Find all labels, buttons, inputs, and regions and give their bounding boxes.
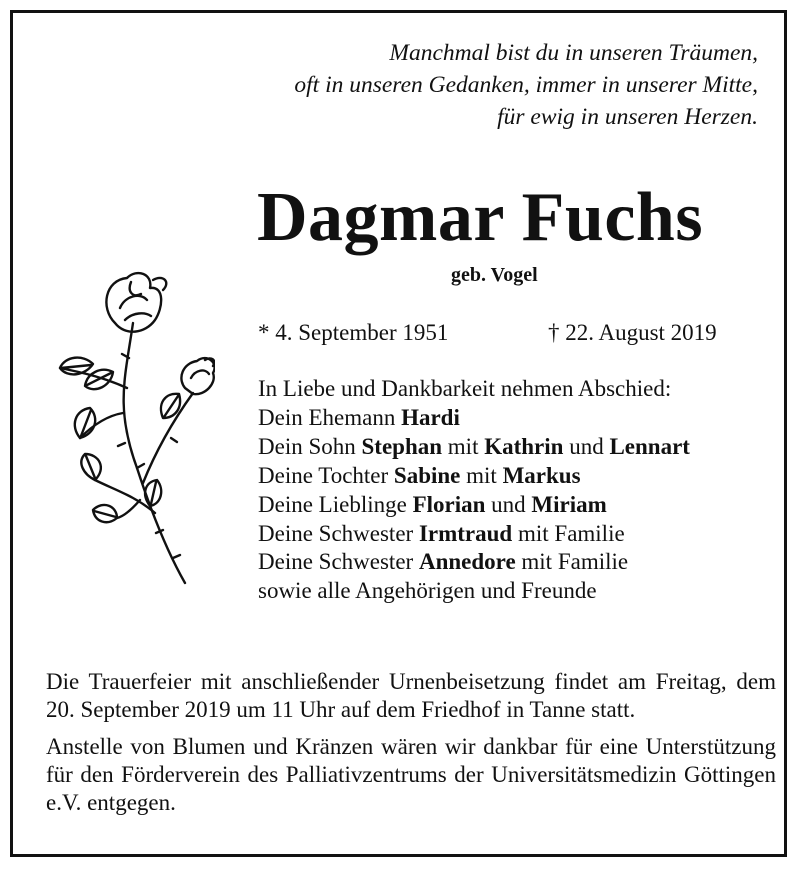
- maiden-name: geb. Vogel: [451, 264, 538, 286]
- obituary-frame: [10, 10, 787, 857]
- mourner-name: Annedore: [418, 549, 516, 575]
- birth-date: * 4. September 1951: [258, 320, 449, 345]
- motto-line: für ewig in unseren Herzen.: [497, 104, 758, 130]
- mourner-line: [258, 520, 690, 549]
- mourner-name: Florian: [412, 491, 486, 517]
- motto-line: Manchmal bist du in unseren Träumen,: [389, 40, 758, 66]
- mourner-name: Markus: [502, 462, 581, 488]
- motto-verse: [294, 37, 758, 133]
- mourners-intro: In Liebe und Dankbarkeit nehmen Abschied:: [258, 376, 672, 401]
- mourners-list: [258, 375, 690, 606]
- mourner-line: [258, 548, 690, 577]
- relation-text: Dein Ehemann: [258, 404, 402, 430]
- mourner-name: Lennart: [609, 433, 690, 459]
- death-date: † 22. August 2019: [548, 320, 717, 345]
- connector-text: und: [485, 491, 532, 517]
- connector-text: und: [563, 433, 610, 459]
- connector-text: mit Familie: [512, 520, 625, 546]
- connector-text: mit Familie: [515, 549, 629, 575]
- mourner-line: [258, 462, 690, 491]
- mourner-name: Irmtraud: [418, 520, 513, 546]
- donation-info: Anstelle von Blumen und Kränzen wären wir dankbar für eine Unterstützung für den Förderverein des Palliativzentrums der Universitätsmedizin Göttingen e.V. entgegen.: [46, 734, 776, 815]
- connector-text: mit: [442, 433, 485, 459]
- ceremony-notice: [46, 668, 776, 817]
- relation-text: Deine Lieblinge: [258, 491, 413, 517]
- motto-line: oft in unseren Gedanken, immer in unserer Mitte,: [294, 72, 758, 98]
- relation-text: Dein Sohn: [258, 433, 362, 459]
- mourner-line: [258, 433, 690, 462]
- relation-text: Deine Schwester: [258, 549, 419, 575]
- mourner-name: Kathrin: [484, 433, 564, 459]
- relation-text: Deine Schwester: [258, 520, 419, 546]
- funeral-info: Die Trauerfeier mit anschließender Urnenbeisetzung findet am Freitag, dem 20. September 2019 um 11 Uhr auf dem Friedhof in Tanne statt.: [46, 669, 776, 722]
- mourner-name: Hardi: [401, 404, 460, 430]
- rose-icon: [45, 268, 215, 588]
- mourner-line: sowie alle Angehörigen und Freunde: [258, 578, 597, 604]
- deceased-name: Dagmar Fuchs: [257, 179, 704, 256]
- mourner-line: [258, 404, 690, 433]
- mourner-name: Miriam: [531, 491, 607, 517]
- mourner-name: Stephan: [361, 433, 443, 459]
- connector-text: mit: [460, 462, 503, 488]
- mourner-name: Sabine: [393, 462, 461, 488]
- mourner-line: [258, 491, 690, 520]
- relation-text: Deine Tochter: [258, 462, 394, 488]
